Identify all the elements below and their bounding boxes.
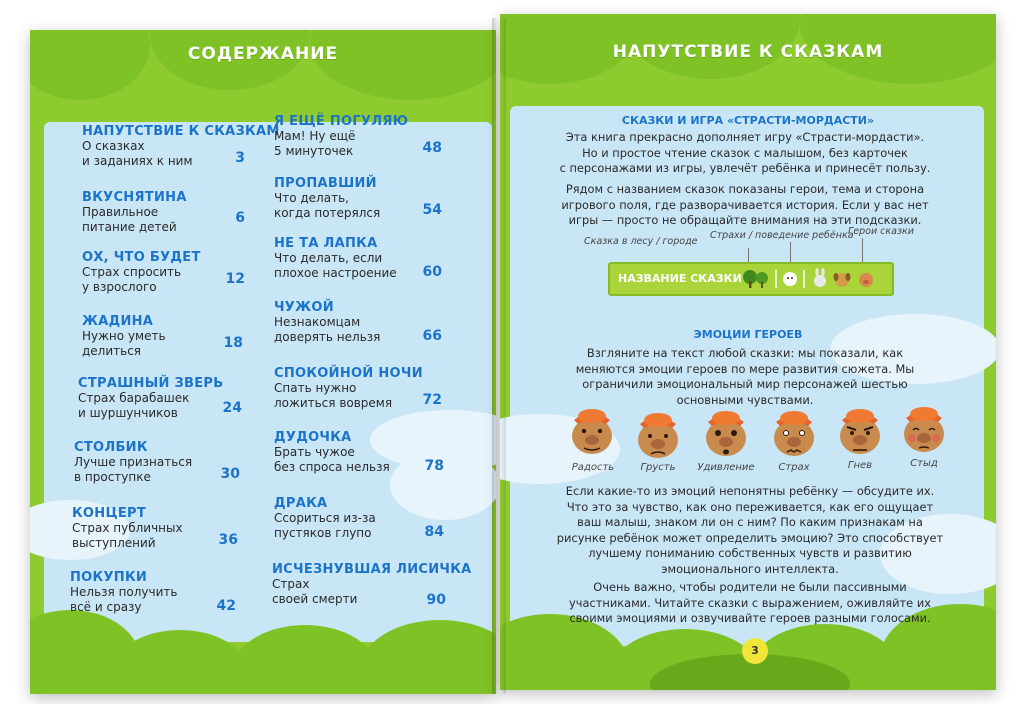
toc-page-number: 72 xyxy=(422,392,442,408)
toc-desc: без спроса нельзя xyxy=(274,460,390,474)
toc-entry xyxy=(82,124,282,169)
toc-title: СТРАШНЫЙ ЗВЕРЬ xyxy=(78,376,224,391)
toc-desc: всё и сразу xyxy=(70,600,142,614)
hint-icons xyxy=(738,267,888,291)
toc-title: Я ЕЩЁ ПОГУЛЯЮ xyxy=(274,114,409,129)
toc-title: НАПУТСТВИЕ К СКАЗКАМ xyxy=(82,124,280,139)
toc-title: ВКУСНЯТИНА xyxy=(82,190,187,205)
toc-title: ОХ, ЧТО БУДЕТ xyxy=(82,250,201,265)
toc-desc: Правильное xyxy=(82,205,159,219)
toc-desc: Лучше признаться xyxy=(74,455,193,469)
paragraph: Эта книга прекрасно дополняет игру «Страсти-мордасти». Но и простое чтение сказок с малышом, без карточек с персонажами из игры, увлечёт ребёнка и принесёт пользу. xyxy=(559,130,931,175)
bunny-icon xyxy=(814,268,826,287)
toc-title: СТОЛБИК xyxy=(74,440,148,455)
toc-title: СПОКОЙНОЙ НОЧИ xyxy=(274,366,423,381)
paragraph: Если какие-то из эмоций непонятны ребёнку — обсудите их. Что это за чувство, как оно переживается, как его ощущает ваш малыш, знаком ли он с ним? По каким признакам на рисунке ребёнок может определить эмоцию? Это способствует лучшему пониманию собственных чувств и развитию эмоционального интеллекта. xyxy=(556,484,944,576)
page-title: СОДЕРЖАНИЕ xyxy=(187,44,339,64)
toc-page-number: 48 xyxy=(422,140,442,156)
story-title-badge xyxy=(608,262,894,296)
left-page xyxy=(30,30,496,694)
pig-icon xyxy=(859,273,873,287)
toc-title: ПОКУПКИ xyxy=(70,570,148,585)
toc-page-number: 66 xyxy=(422,328,442,344)
page-title: НАПУТСТВИЕ К СКАЗКАМ xyxy=(612,42,884,62)
toc-entry xyxy=(274,300,474,345)
toc-entry xyxy=(70,570,270,615)
tree-icon xyxy=(743,270,768,288)
toc-desc: Брать чужое xyxy=(274,445,355,459)
hint-heroes: Герои сказки xyxy=(848,226,914,237)
toc-page-number: 54 xyxy=(422,202,442,218)
toc-desc: О сказках xyxy=(82,139,145,153)
toc-title: КОНЦЕРТ xyxy=(72,506,146,521)
toc-desc: в проступке xyxy=(74,470,151,484)
paragraph: Взгляните на текст любой сказки: мы показали, как меняются эмоции героев по мере развития сюжета. Мы ограничили эмоциональный мир персонажей шестью основными чувствами. xyxy=(575,346,915,407)
toc-desc: Страх публичных xyxy=(72,521,183,535)
bush xyxy=(310,30,496,100)
emotion-label: Грусть xyxy=(640,462,676,473)
toc-page-number: 60 xyxy=(422,264,442,280)
toc-desc: доверять нельзя xyxy=(274,330,381,344)
toc-desc: выступлений xyxy=(72,536,156,550)
toc-desc: Ссориться из-за xyxy=(274,511,376,525)
toc-entry xyxy=(274,430,474,475)
toc-page-number: 90 xyxy=(426,592,446,608)
toc-entry xyxy=(274,236,474,281)
toc-title: ПРОПАВШИЙ xyxy=(274,176,377,191)
toc-desc: своей смерти xyxy=(272,592,358,606)
toc-desc: Что делать, xyxy=(274,191,349,205)
toc-desc: Незнакомцам xyxy=(274,315,361,329)
toc-desc: у взрослого xyxy=(82,280,157,294)
toc-desc: Нельзя получить xyxy=(70,585,178,599)
toc-page-number: 12 xyxy=(225,271,245,287)
emotion-label: Стыд xyxy=(910,458,938,469)
toc-entry xyxy=(82,190,282,235)
emotion-label: Удивление xyxy=(697,462,755,473)
emotion-label: Радость xyxy=(571,462,615,473)
right-page xyxy=(500,14,996,690)
ghost-icon xyxy=(783,272,797,286)
toc-page-number: 42 xyxy=(216,598,236,614)
bush xyxy=(30,30,150,100)
toc-entry xyxy=(74,440,274,485)
toc-page-number: 78 xyxy=(424,458,444,474)
paragraph: Очень важно, чтобы родители не были пассивными участниками. Читайте сказки с выражением, оживляйте их своими эмоциями и озвучивайте героев разными голосами. xyxy=(569,580,931,625)
toc-page-number: 30 xyxy=(220,466,240,482)
toc-page-number: 24 xyxy=(222,400,242,416)
toc-desc: когда потерялся xyxy=(274,206,381,220)
toc-desc: делиться xyxy=(82,344,142,358)
toc-entry xyxy=(72,506,272,551)
toc-desc: Спать нужно xyxy=(274,381,357,395)
toc-desc: и заданиях к ним xyxy=(82,154,193,168)
emotion-label: Гнев xyxy=(847,460,873,471)
toc-desc: плохое настроение xyxy=(274,266,397,280)
toc-entry xyxy=(82,314,282,359)
toc-entry xyxy=(78,376,278,421)
toc-title: ДРАКА xyxy=(274,496,328,511)
toc-title: НЕ ТА ЛАПКА xyxy=(274,236,378,251)
emotion-label: Страх xyxy=(778,462,810,473)
toc-entry xyxy=(274,366,474,411)
pig-sad-icon xyxy=(632,406,684,462)
toc-title: ЧУЖОЙ xyxy=(274,300,334,315)
hint-forest: Сказка в лесу / городе xyxy=(584,236,698,247)
toc-desc: Что делать, если xyxy=(274,251,383,265)
section-heading: ЭМОЦИИ ГЕРОЕВ xyxy=(693,328,803,341)
toc-entry xyxy=(274,496,474,541)
toc-desc: Страх xyxy=(272,577,310,591)
book-spine xyxy=(492,18,506,694)
toc-entry xyxy=(82,250,282,295)
toc-desc: ложиться вовремя xyxy=(274,396,393,410)
pig-fear-icon xyxy=(768,404,820,460)
pig-shame-icon xyxy=(898,400,950,456)
badge-label: НАЗВАНИЕ СКАЗКИ xyxy=(618,272,742,285)
toc-desc: пустяков глупо xyxy=(274,526,372,540)
toc-desc: и шуршунчиков xyxy=(78,406,178,420)
toc-entry xyxy=(274,114,474,159)
toc-desc: питание детей xyxy=(82,220,177,234)
toc-desc: 5 минуточек xyxy=(274,144,354,158)
toc-page-number: 6 xyxy=(235,210,245,226)
pig-joy-icon xyxy=(566,402,618,458)
section-heading: СКАЗКИ И ИГРА «СТРАСТИ-МОРДАСТИ» xyxy=(621,114,875,127)
toc-desc: Страх барабашек xyxy=(78,391,190,405)
pig-anger-icon xyxy=(834,402,886,458)
toc-desc: Страх спросить xyxy=(82,265,182,279)
toc-title: ДУДОЧКА xyxy=(274,430,352,445)
pig-surprise-icon xyxy=(700,404,752,460)
dog-icon xyxy=(834,273,851,287)
toc-desc: Мам! Ну ещё xyxy=(274,129,356,143)
toc-page-number: 36 xyxy=(218,532,238,548)
toc-page-number: 3 xyxy=(235,150,245,166)
toc-desc: Нужно уметь xyxy=(82,329,166,343)
hint-fears: Страхи / поведение ребёнка xyxy=(710,230,854,241)
toc-page-number: 84 xyxy=(424,524,444,540)
toc-page-number: 18 xyxy=(223,335,243,351)
toc-title: ИСЧЕЗНУВШАЯ ЛИСИЧКА xyxy=(272,562,472,577)
paragraph: Рядом с названием сказок показаны герои, тема и сторона игрового поля, где разворачивается история. Если у вас нет игры — просто не обращайте внимания на эти подсказки. xyxy=(561,182,929,227)
toc-title: ЖАДИНА xyxy=(82,314,154,329)
page-number: 3 xyxy=(742,638,768,664)
toc-entry xyxy=(274,176,474,221)
